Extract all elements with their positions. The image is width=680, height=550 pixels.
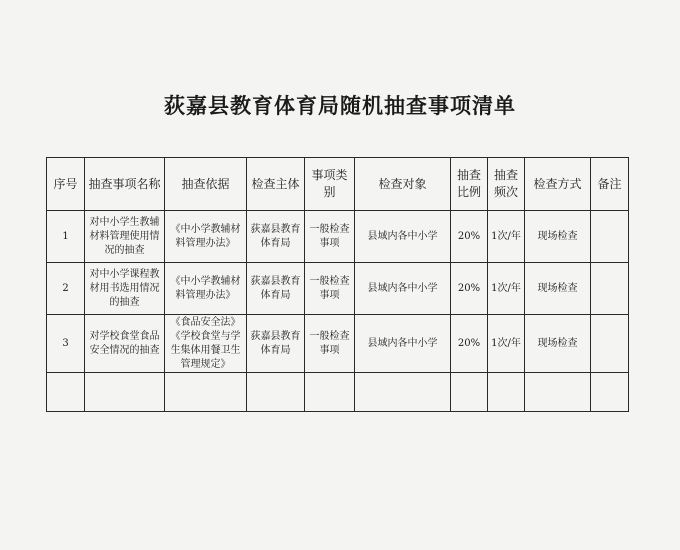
cell-method: 现场检查 (525, 263, 591, 315)
empty-cell (165, 373, 247, 412)
empty-cell (488, 373, 525, 412)
header-target: 检查对象 (355, 158, 451, 211)
header-item-name: 抽查事项名称 (85, 158, 165, 211)
cell-remark (591, 315, 629, 373)
cell-subject: 荻嘉县教育体育局 (247, 211, 305, 263)
cell-seq: 2 (47, 263, 85, 315)
cell-category: 一般检查事项 (305, 263, 355, 315)
table-header-row (47, 158, 629, 211)
header-subject: 检查主体 (247, 158, 305, 211)
header-method: 检查方式 (525, 158, 591, 211)
cell-target: 县域内各中小学 (355, 211, 451, 263)
cell-subject: 荻嘉县教育体育局 (247, 263, 305, 315)
empty-cell (451, 373, 488, 412)
cell-target: 县域内各中小学 (355, 263, 451, 315)
cell-basis: 《中小学教辅材料管理办法》 (165, 211, 247, 263)
cell-item-name: 对中小学课程教材用书选用情况的抽查 (85, 263, 165, 315)
cell-method: 现场检查 (525, 315, 591, 373)
document-title: 荻嘉县教育体育局随机抽查事项清单 (164, 93, 516, 118)
empty-cell (525, 373, 591, 412)
cell-remark (591, 263, 629, 315)
cell-item-name: 对中小学生教辅材料管理使用情况的抽查 (85, 211, 165, 263)
cell-ratio: 20% (451, 315, 488, 373)
cell-category: 一般检查事项 (305, 211, 355, 263)
empty-cell (591, 373, 629, 412)
cell-basis: 《中小学教辅材料管理办法》 (165, 263, 247, 315)
cell-subject: 荻嘉县教育体育局 (247, 315, 305, 373)
table-row-empty (47, 373, 629, 412)
cell-method: 现场检查 (525, 211, 591, 263)
table-row (47, 211, 629, 263)
cell-ratio: 20% (451, 263, 488, 315)
cell-frequency: 1次/年 (488, 211, 525, 263)
cell-seq: 3 (47, 315, 85, 373)
empty-cell (355, 373, 451, 412)
cell-frequency: 1次/年 (488, 263, 525, 315)
table-row (47, 263, 629, 315)
cell-basis: 《食品安全法》《学校食堂与学生集体用餐卫生管理规定》 (165, 315, 247, 373)
header-basis: 抽查依据 (165, 158, 247, 211)
cell-remark (591, 211, 629, 263)
cell-frequency: 1次/年 (488, 315, 525, 373)
header-ratio: 抽查比例 (451, 158, 488, 211)
header-category: 事项类别 (305, 158, 355, 211)
cell-target: 县域内各中小学 (355, 315, 451, 373)
header-remark: 备注 (591, 158, 629, 211)
empty-cell (47, 373, 85, 412)
header-frequency: 抽查频次 (488, 158, 525, 211)
cell-item-name: 对学校食堂食品安全情况的抽查 (85, 315, 165, 373)
cell-ratio: 20% (451, 211, 488, 263)
empty-cell (85, 373, 165, 412)
cell-category: 一般检查事项 (305, 315, 355, 373)
table-row (47, 315, 629, 373)
header-seq: 序号 (47, 158, 85, 211)
cell-seq: 1 (47, 211, 85, 263)
empty-cell (305, 373, 355, 412)
inspection-items-table (46, 157, 629, 412)
empty-cell (247, 373, 305, 412)
